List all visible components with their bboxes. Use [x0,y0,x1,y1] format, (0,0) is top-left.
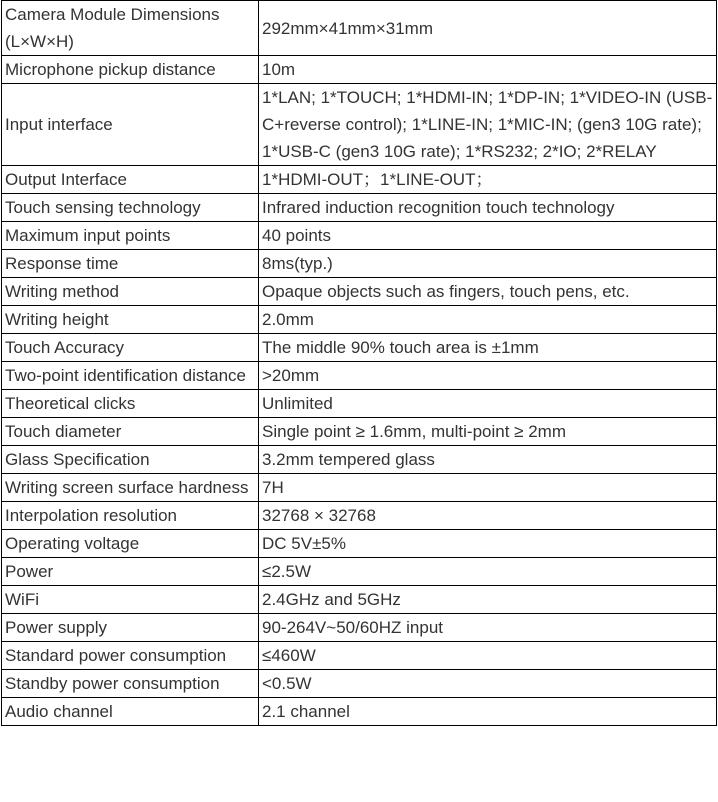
spec-value: 1*LAN; 1*TOUCH; 1*HDMI-IN; 1*DP-IN; 1*VIDEO-IN (USB-C+reverse control); 1*LINE-IN; 1*MIC-IN; (gen3 10G rate); 1*USB-C (gen3 10G rate); 1*RS232; 2*IO; 2*RELAY [259,84,717,166]
table-row [2,250,717,278]
spec-value: 1*HDMI-OUT；1*LINE-OUT； [259,166,717,194]
spec-value: >20mm [259,362,717,390]
table-row [2,670,717,698]
table-row [2,362,717,390]
table-row [2,446,717,474]
table-row [2,306,717,334]
spec-value: <0.5W [259,670,717,698]
spec-name: WiFi [2,586,259,614]
spec-value: 2.0mm [259,306,717,334]
table-row [2,84,717,166]
spec-value: ≤2.5W [259,558,717,586]
spec-name: Response time [2,250,259,278]
spec-name: Glass Specification [2,446,259,474]
table-row [2,614,717,642]
spec-table [1,0,717,726]
spec-value: Unlimited [259,390,717,418]
table-row [2,194,717,222]
spec-name: Output Interface [2,166,259,194]
spec-value: Single point ≥ 1.6mm, multi-point ≥ 2mm [259,418,717,446]
spec-name: Touch Accuracy [2,334,259,362]
spec-value: 7H [259,474,717,502]
spec-value: 10m [259,56,717,84]
table-row [2,502,717,530]
spec-value: The middle 90% touch area is ±1mm [259,334,717,362]
spec-value: 90-264V~50/60HZ input [259,614,717,642]
spec-name: Standard power consumption [2,642,259,670]
spec-name: Audio channel [2,698,259,726]
spec-name: Maximum input points [2,222,259,250]
spec-value: 3.2mm tempered glass [259,446,717,474]
spec-name: Standby power consumption [2,670,259,698]
table-row [2,474,717,502]
spec-name: Input interface [2,84,259,166]
spec-value: 32768 × 32768 [259,502,717,530]
spec-value: DC 5V±5% [259,530,717,558]
table-row [2,642,717,670]
spec-value: 40 points [259,222,717,250]
table-row [2,278,717,306]
table-row [2,166,717,194]
table-row [2,334,717,362]
spec-name: Power supply [2,614,259,642]
spec-name: Writing screen surface hardness [2,474,259,502]
spec-name: Writing method [2,278,259,306]
spec-name: Theoretical clicks [2,390,259,418]
table-row [2,530,717,558]
spec-value: 2.4GHz and 5GHz [259,586,717,614]
spec-name: Microphone pickup distance [2,56,259,84]
spec-value: Opaque objects such as fingers, touch pens, etc. [259,278,717,306]
table-row [2,558,717,586]
spec-name: Touch diameter [2,418,259,446]
spec-name: Interpolation resolution [2,502,259,530]
spec-value: 8ms(typ.) [259,250,717,278]
table-row [2,390,717,418]
table-row [2,418,717,446]
spec-value: 292mm×41mm×31mm [259,1,717,56]
table-row [2,1,717,56]
spec-name: Camera Module Dimensions (L×W×H) [2,1,259,56]
spec-name: Operating voltage [2,530,259,558]
spec-value: ≤460W [259,642,717,670]
spec-name: Two-point identification distance [2,362,259,390]
spec-value: Infrared induction recognition touch technology [259,194,717,222]
table-row [2,698,717,726]
spec-name: Power [2,558,259,586]
spec-name: Writing height [2,306,259,334]
spec-name: Touch sensing technology [2,194,259,222]
table-row [2,56,717,84]
table-row [2,222,717,250]
spec-value: 2.1 channel [259,698,717,726]
table-row [2,586,717,614]
